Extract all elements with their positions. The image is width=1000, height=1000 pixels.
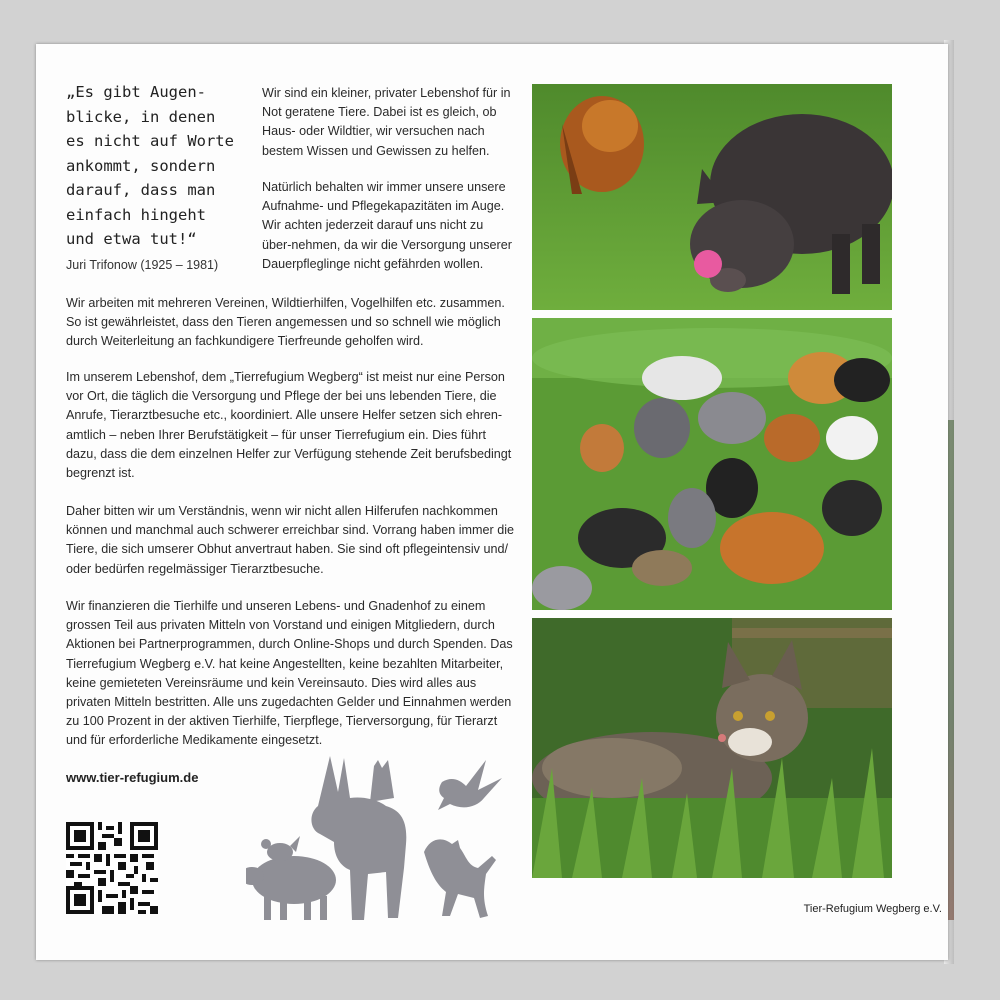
- quote-line: „Es gibt Augen-: [66, 83, 206, 101]
- paragraph-intro: Wir sind ein kleiner, privater Lebenshof für in Not geratene Tiere. Dabei ist es gleich, ob Haus- oder Wildtier, wir versuchen nach bestem Wissen und Gewissen zu helfen.: [262, 86, 511, 158]
- quote-line: blicke, in denen: [66, 107, 216, 126]
- quote-author: Juri Trifonow (1925 – 1981): [66, 258, 219, 272]
- quote-line: es nicht auf Worte: [66, 132, 234, 150]
- quote-line: darauf, dass man: [66, 181, 216, 199]
- qr-code-icon[interactable]: [66, 822, 158, 914]
- book-spine-shadow: [948, 420, 954, 920]
- paragraph-partners: Wir arbeiten mit mehreren Vereinen, Wildtierhilfen, Vogelhilfen etc. zusammen. So ist gewährleistet, dass den Tieren angemessen und so schnell wie möglich durch Weiterleitung an fachkundigere Tierfreunde geholfen wird.: [66, 296, 505, 349]
- paragraph-financing: Wir finanzieren die Tierhilfe und unseren Lebens- und Gnadenhof zu einem grossen Teil aus privaten Mitteln von Vorstand und einigen Mitgliedern, durch Aktionen bei Partnerprogrammen, durch Online-Shops und durch Spenden. Das Tierrefugium Wegberg e.V. hat keine Angestellten, keine bezahlten Mitarbeiter, keine gemieteten Vereinsräume und kein Vereinsauto. Dies wird alles aus privaten Mitteln bestritten. Alle uns zugedachten Gelder und Einnahmen werden zu 100 Prozent in der aktiven Tierhilfe, Tierpflege, Tierversorgung, für Tierarzt und für erforderliche Medikamente eingesetzt.: [66, 599, 513, 748]
- quote-line: und etwa tut!“: [66, 230, 197, 248]
- quote-text: [66, 80, 254, 252]
- paragraph-understanding: Daher bitten wir um Verständnis, wenn wir nicht allen Hilferufen nachkommen können und manchmal auch schwerer erreichbar sind. Vorrang haben immer die Tiere, die sich umserer Obhut anvertraut haben. Sie sind oft pflegeintensiv und/ oder bedürfen regelmässiger Tierarztbesuche.: [66, 504, 515, 576]
- animal-silhouettes-icon: [246, 748, 506, 928]
- dog-silhouette: [424, 839, 496, 918]
- cat-silhouette: [370, 760, 394, 802]
- publisher-name: Tier-Refugium Wegberg e.V.: [803, 903, 942, 915]
- photo-cat-in-grass: [532, 618, 892, 878]
- hen-silhouette: [267, 843, 293, 861]
- photo-chicken-flock: [532, 318, 892, 610]
- bird-silhouette: [438, 760, 502, 810]
- quote-line: einfach hingeht: [66, 205, 206, 224]
- website-link[interactable]: www.tier-refugium.de: [66, 770, 199, 785]
- paragraph-capacity: Natürlich behalten wir immer unsere unsere Aufnahme- und Pflegekapazitäten im Auge. Wir achten jederzeit darauf uns nicht zu über-nehmen, da wir die Versorgung unserer Dauerpfleglinge nicht gefährden wollen.: [262, 180, 512, 271]
- paragraph-organisation: Im unserem Lebenshof, dem „Tierrefugium Wegberg“ ist meist nur eine Person vor Ort, die täglich die Versorgung und Pflege der bei uns lebenden Tiere, die Anrufe, Tierarztbesuche etc., koordiniert. Alle unsere Helfer setzen sich ehren-amtlich – neben Ihrer Berufstätigkeit – für unser Tierrefugium ein. Dies führt dazu, dass die dem einzelnen Helfer zur Verfügung stehende Zeit berufsbedingt begrenzt ist.: [66, 370, 512, 481]
- photo-pig-and-hen: [532, 84, 892, 310]
- quote-line: ankommt, sondern: [66, 156, 216, 175]
